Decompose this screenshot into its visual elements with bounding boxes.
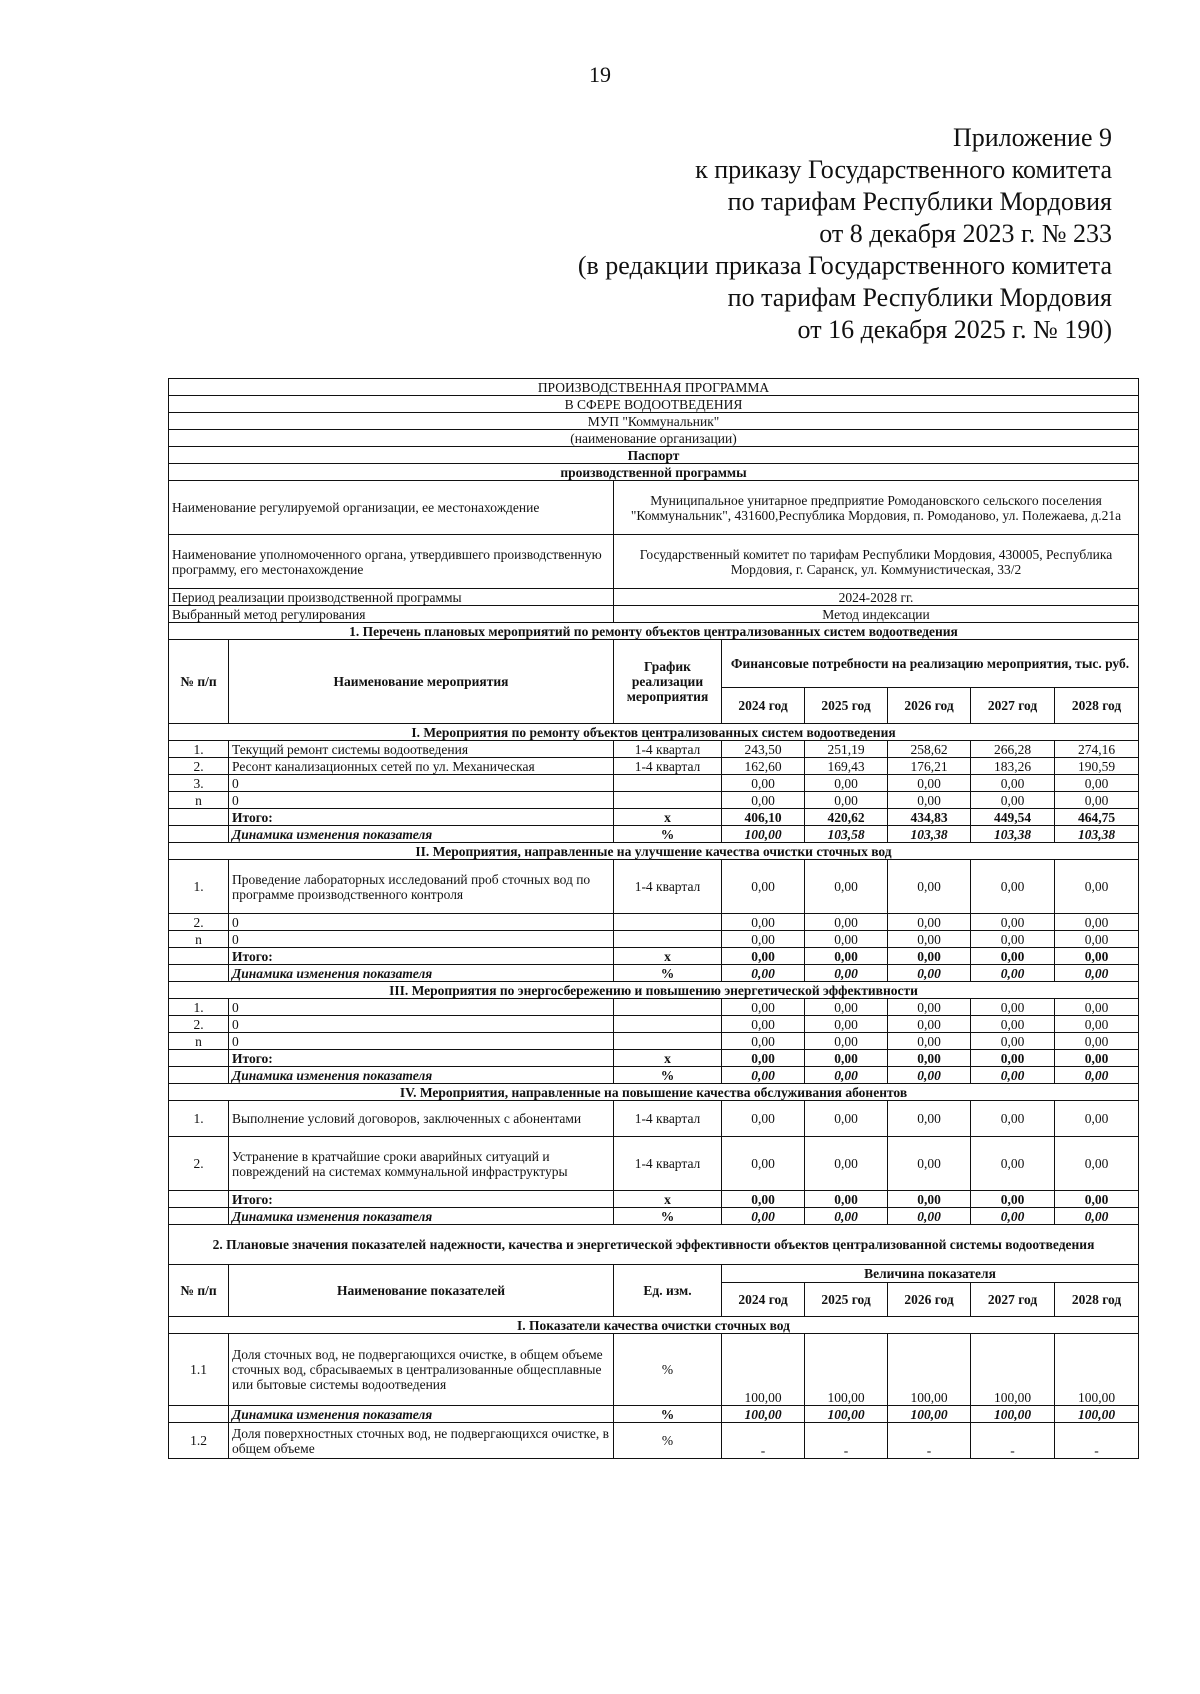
value-cell: 100,00 xyxy=(888,1334,971,1406)
dynamics-cell: 103,38 xyxy=(888,826,971,843)
row-unit: % xyxy=(614,1423,722,1459)
row-schedule: 1-4 квартал xyxy=(614,741,722,758)
row-schedule: 1-4 квартал xyxy=(614,1101,722,1137)
value-cell: 0,00 xyxy=(805,914,888,931)
measure-name: 0 xyxy=(229,999,614,1016)
year-header: 2028 год xyxy=(1055,1283,1139,1317)
value-cell: - xyxy=(805,1423,888,1459)
page-number: 19 xyxy=(589,62,611,87)
row-num: 1.1 xyxy=(169,1334,229,1406)
empty-cell xyxy=(169,965,229,982)
total-cell: 0,00 xyxy=(722,1191,805,1208)
dynamics-cell: 100,00 xyxy=(888,1406,971,1423)
value-cell: 176,21 xyxy=(888,758,971,775)
value-cell: 0,00 xyxy=(1055,914,1139,931)
measure-name: Ресонт канализационных сетей по ул. Механическая xyxy=(229,758,614,775)
total-unit: x xyxy=(614,809,722,826)
year-header: 2024 год xyxy=(722,1283,805,1317)
row-num: 1.2 xyxy=(169,1423,229,1459)
empty-cell xyxy=(169,809,229,826)
col-header-name: Наименование мероприятия xyxy=(229,640,614,724)
measure-name: Устранение в кратчайшие сроки аварийных ситуаций и повреждений на системах коммунальной инфраструктуры xyxy=(229,1137,614,1191)
row-schedule xyxy=(614,1033,722,1050)
empty-cell xyxy=(169,1067,229,1084)
value-cell: 0,00 xyxy=(722,999,805,1016)
value-cell: - xyxy=(971,1423,1055,1459)
table-row xyxy=(169,1016,1139,1033)
passport-value: Метод индексации xyxy=(614,606,1139,623)
measure-name: Выполнение условий договоров, заключенных с абонентами xyxy=(229,1101,614,1137)
value-cell: 0,00 xyxy=(805,775,888,792)
dynamics-label: Динамика изменения показателя xyxy=(229,826,614,843)
value-cell: 0,00 xyxy=(971,775,1055,792)
table-row xyxy=(169,931,1139,948)
table-row xyxy=(169,914,1139,931)
dynamics-cell: 100,00 xyxy=(722,1406,805,1423)
dynamics-cell: 0,00 xyxy=(888,965,971,982)
measure-name: 0 xyxy=(229,1033,614,1050)
total-label: Итого: xyxy=(229,1050,614,1067)
total-label: Итого: xyxy=(229,1191,614,1208)
dynamics-cell: 100,00 xyxy=(722,826,805,843)
value-cell: 0,00 xyxy=(1055,860,1139,914)
total-cell: 0,00 xyxy=(971,1050,1055,1067)
measure-name: Текущий ремонт системы водоотведения xyxy=(229,741,614,758)
row-schedule xyxy=(614,931,722,948)
appendix-header xyxy=(578,122,1112,346)
dynamics-label: Динамика изменения показателя xyxy=(229,1406,614,1423)
table-row xyxy=(169,775,1139,792)
row-num: 1. xyxy=(169,999,229,1016)
total-cell: 406,10 xyxy=(722,809,805,826)
passport-value: Муниципальное унитарное предприятие Ромодановского сельского поселения "Коммунальник", 431600,Республика Мордовия, п. Ромоданово, ул. Полежаева, д.21а xyxy=(614,481,1139,535)
row-schedule xyxy=(614,1016,722,1033)
value-cell: 0,00 xyxy=(971,999,1055,1016)
passport-label: Наименование регулируемой организации, ее местонахождение xyxy=(169,481,614,535)
measure-name: 0 xyxy=(229,792,614,809)
year-header: 2026 год xyxy=(888,688,971,724)
row-num: 1. xyxy=(169,741,229,758)
value-cell: 0,00 xyxy=(1055,792,1139,809)
value-cell: 0,00 xyxy=(805,1033,888,1050)
value-cell: 0,00 xyxy=(722,1016,805,1033)
value-cell: 0,00 xyxy=(722,914,805,931)
section1-groups xyxy=(169,724,1139,1225)
dynamics-cell: 100,00 xyxy=(1055,1406,1139,1423)
table-row xyxy=(169,758,1139,775)
group-title: II. Мероприятия, направленные на улучшение качества очистки сточных вод xyxy=(169,843,1139,860)
col-header-num: № п/п xyxy=(169,1265,229,1317)
col-header-financial: Финансовые потребности на реализацию мероприятия, тыс. руб. xyxy=(722,640,1139,688)
total-unit: x xyxy=(614,1050,722,1067)
col-header-indicator: Наименование показателей xyxy=(229,1265,614,1317)
row-num: 1. xyxy=(169,860,229,914)
value-cell: 0,00 xyxy=(722,1033,805,1050)
row-num: 2. xyxy=(169,914,229,931)
value-cell: 0,00 xyxy=(1055,1101,1139,1137)
value-cell: 183,26 xyxy=(971,758,1055,775)
value-cell: - xyxy=(1055,1423,1139,1459)
total-label: Итого: xyxy=(229,948,614,965)
value-cell: 100,00 xyxy=(805,1334,888,1406)
group-title: I. Мероприятия по ремонту объектов централизованных систем водоотведения xyxy=(169,724,1139,741)
measure-name: 0 xyxy=(229,1016,614,1033)
dynamics-cell: 0,00 xyxy=(805,965,888,982)
appendix-line: к приказу Государственного комитета xyxy=(695,155,1112,184)
value-cell: 266,28 xyxy=(971,741,1055,758)
row-schedule xyxy=(614,792,722,809)
value-cell: 0,00 xyxy=(888,1137,971,1191)
measure-name: 0 xyxy=(229,914,614,931)
dynamics-unit: % xyxy=(614,965,722,982)
value-cell: 100,00 xyxy=(971,1334,1055,1406)
value-cell: 0,00 xyxy=(722,931,805,948)
indicator-name: Доля поверхностных сточных вод, не подвергающихся очистке, в общем объеме xyxy=(229,1423,614,1459)
appendix-line: от 16 декабря 2025 г. № 190) xyxy=(797,315,1112,344)
value-cell: 162,60 xyxy=(722,758,805,775)
value-cell: 0,00 xyxy=(971,1016,1055,1033)
total-cell: 0,00 xyxy=(805,1191,888,1208)
total-cell: 464,75 xyxy=(1055,809,1139,826)
passport-subtitle: производственной программы xyxy=(169,464,1139,481)
dynamics-label: Динамика изменения показателя xyxy=(229,1208,614,1225)
value-cell: 0,00 xyxy=(805,792,888,809)
value-cell: 0,00 xyxy=(888,999,971,1016)
total-cell: 434,83 xyxy=(888,809,971,826)
dynamics-label: Динамика изменения показателя xyxy=(229,1067,614,1084)
value-cell: 0,00 xyxy=(888,931,971,948)
dynamics-cell: 0,00 xyxy=(971,1208,1055,1225)
dynamics-cell: 100,00 xyxy=(805,1406,888,1423)
section2-title: 2. Плановые значения показателей надежности, качества и энергетической эффективности объектов централизованной системы водоотведения xyxy=(169,1225,1139,1265)
value-cell: 0,00 xyxy=(1055,931,1139,948)
dynamics-unit: % xyxy=(614,1208,722,1225)
value-cell: 0,00 xyxy=(971,931,1055,948)
value-cell: 0,00 xyxy=(971,914,1055,931)
value-cell: 0,00 xyxy=(888,792,971,809)
total-cell: 420,62 xyxy=(805,809,888,826)
value-cell: 0,00 xyxy=(1055,999,1139,1016)
value-cell: 0,00 xyxy=(805,1101,888,1137)
value-cell: 100,00 xyxy=(1055,1334,1139,1406)
value-cell: 0,00 xyxy=(1055,1033,1139,1050)
dynamics-cell: 100,00 xyxy=(971,1406,1055,1423)
table-row xyxy=(169,792,1139,809)
passport-label: Выбранный метод регулирования xyxy=(169,606,614,623)
dynamics-cell: 103,38 xyxy=(971,826,1055,843)
empty-cell xyxy=(169,1191,229,1208)
year-header: 2025 год xyxy=(805,1283,888,1317)
table-row xyxy=(169,1101,1139,1137)
total-cell: 0,00 xyxy=(805,1050,888,1067)
dynamics-cell: 103,38 xyxy=(1055,826,1139,843)
dynamics-cell: 0,00 xyxy=(971,1067,1055,1084)
total-cell: 0,00 xyxy=(971,1191,1055,1208)
value-cell: 0,00 xyxy=(888,1016,971,1033)
row-schedule: 1-4 квартал xyxy=(614,860,722,914)
dynamics-cell: 0,00 xyxy=(722,965,805,982)
dynamics-unit: % xyxy=(614,1067,722,1084)
value-cell: 258,62 xyxy=(888,741,971,758)
total-cell: 0,00 xyxy=(1055,1050,1139,1067)
value-cell: 0,00 xyxy=(971,1101,1055,1137)
year-header: 2026 год xyxy=(888,1283,971,1317)
table-row xyxy=(169,860,1139,914)
row-num: n xyxy=(169,1033,229,1050)
value-cell: 0,00 xyxy=(888,860,971,914)
total-cell: 0,00 xyxy=(805,948,888,965)
row-num: 2. xyxy=(169,758,229,775)
value-cell: - xyxy=(888,1423,971,1459)
row-num: 1. xyxy=(169,1101,229,1137)
value-cell: 0,00 xyxy=(722,775,805,792)
row-num: n xyxy=(169,792,229,809)
value-cell: 0,00 xyxy=(888,1033,971,1050)
dynamics-cell: 0,00 xyxy=(888,1067,971,1084)
section2-group-title: I. Показатели качества очистки сточных вод xyxy=(169,1317,1139,1334)
organization-name: МУП "Коммунальник" xyxy=(169,413,1139,430)
value-cell: 0,00 xyxy=(722,1101,805,1137)
value-cell: 0,00 xyxy=(1055,1137,1139,1191)
col-header-value: Величина показателя xyxy=(722,1265,1139,1283)
passport-value: Государственный комитет по тарифам Республики Мордовия, 430005, Республика Мордовия, г. Саранск, ул. Коммунистическая, 33/2 xyxy=(614,535,1139,589)
total-cell: 0,00 xyxy=(722,948,805,965)
production-program-table xyxy=(168,378,1139,1459)
value-cell: 0,00 xyxy=(805,860,888,914)
dynamics-label: Динамика изменения показателя xyxy=(229,965,614,982)
total-cell: 0,00 xyxy=(1055,1191,1139,1208)
value-cell: 0,00 xyxy=(1055,1016,1139,1033)
table-row xyxy=(169,1137,1139,1191)
measure-name: 0 xyxy=(229,931,614,948)
col-header-unit: Ед. изм. xyxy=(614,1265,722,1317)
value-cell: 0,00 xyxy=(971,860,1055,914)
table-row xyxy=(169,999,1139,1016)
year-header: 2025 год xyxy=(805,688,888,724)
empty-cell xyxy=(169,948,229,965)
col-header-num: № п/п xyxy=(169,640,229,724)
row-num: n xyxy=(169,931,229,948)
value-cell: 0,00 xyxy=(805,1016,888,1033)
empty-cell xyxy=(169,826,229,843)
value-cell: 0,00 xyxy=(971,1137,1055,1191)
row-schedule xyxy=(614,999,722,1016)
total-unit: x xyxy=(614,1191,722,1208)
dynamics-unit: % xyxy=(614,826,722,843)
total-unit: x xyxy=(614,948,722,965)
row-num: 3. xyxy=(169,775,229,792)
total-cell: 449,54 xyxy=(971,809,1055,826)
total-cell: 0,00 xyxy=(1055,948,1139,965)
passport-value: 2024-2028 гг. xyxy=(614,589,1139,606)
dynamics-cell: 0,00 xyxy=(971,965,1055,982)
dynamics-cell: 0,00 xyxy=(805,1208,888,1225)
group-title: IV. Мероприятия, направленные на повышение качества обслуживания абонентов xyxy=(169,1084,1139,1101)
value-cell: 0,00 xyxy=(805,1137,888,1191)
value-cell: 169,43 xyxy=(805,758,888,775)
group-title: III. Мероприятия по энергосбережению и повышению энергетической эффективности xyxy=(169,982,1139,999)
appendix-line: (в редакции приказа Государственного комитета xyxy=(577,251,1112,280)
appendix-line: по тарифам Республики Мордовия xyxy=(727,187,1112,216)
appendix-line: Приложение 9 xyxy=(952,123,1112,152)
col-header-schedule: График реализации мероприятия xyxy=(614,640,722,724)
row-num: 2. xyxy=(169,1137,229,1191)
total-label: Итого: xyxy=(229,809,614,826)
value-cell: 243,50 xyxy=(722,741,805,758)
row-unit: % xyxy=(614,1334,722,1406)
empty-cell xyxy=(169,1050,229,1067)
passport-label: Наименование уполномоченного органа, утвердившего производственную программу, его местонахождение xyxy=(169,535,614,589)
value-cell: - xyxy=(722,1423,805,1459)
value-cell: 0,00 xyxy=(971,1033,1055,1050)
program-subtitle: В СФЕРЕ ВОДООТВЕДЕНИЯ xyxy=(169,396,1139,413)
value-cell: 0,00 xyxy=(722,792,805,809)
row-schedule xyxy=(614,914,722,931)
dynamics-cell: 0,00 xyxy=(1055,1208,1139,1225)
year-header: 2028 год xyxy=(1055,688,1139,724)
value-cell: 190,59 xyxy=(1055,758,1139,775)
value-cell: 0,00 xyxy=(805,999,888,1016)
value-cell: 251,19 xyxy=(805,741,888,758)
value-cell: 0,00 xyxy=(888,1101,971,1137)
row-schedule: 1-4 квартал xyxy=(614,1137,722,1191)
row-schedule xyxy=(614,775,722,792)
value-cell: 0,00 xyxy=(1055,775,1139,792)
dynamics-cell: 0,00 xyxy=(722,1208,805,1225)
year-header: 2024 год xyxy=(722,688,805,724)
value-cell: 0,00 xyxy=(722,860,805,914)
indicator-name: Доля сточных вод, не подвергающихся очистке, в общем объеме сточных вод, сбрасываемых в централизованные общесплавные или бытовые системы водоотведения xyxy=(229,1334,614,1406)
table-row xyxy=(169,741,1139,758)
value-cell: 0,00 xyxy=(888,914,971,931)
total-cell: 0,00 xyxy=(971,948,1055,965)
total-cell: 0,00 xyxy=(888,948,971,965)
row-unit: % xyxy=(614,1406,722,1423)
dynamics-cell: 0,00 xyxy=(722,1067,805,1084)
passport-title: Паспорт xyxy=(169,447,1139,464)
appendix-line: от 8 декабря 2023 г. № 233 xyxy=(819,219,1112,248)
value-cell: 0,00 xyxy=(722,1137,805,1191)
dynamics-cell: 0,00 xyxy=(1055,965,1139,982)
value-cell: 100,00 xyxy=(722,1334,805,1406)
dynamics-cell: 0,00 xyxy=(1055,1067,1139,1084)
section1-title: 1. Перечень плановых мероприятий по ремонту объектов централизованных систем водоотведения xyxy=(169,623,1139,640)
appendix-line: по тарифам Республики Мордовия xyxy=(727,283,1112,312)
table-row xyxy=(169,1033,1139,1050)
total-cell: 0,00 xyxy=(722,1050,805,1067)
passport-label: Период реализации производственной программы xyxy=(169,589,614,606)
value-cell: 0,00 xyxy=(888,775,971,792)
total-cell: 0,00 xyxy=(888,1050,971,1067)
value-cell: 0,00 xyxy=(971,792,1055,809)
measure-name: Проведение лабораторных исследований проб сточных вод по программе производственного контроля xyxy=(229,860,614,914)
value-cell: 274,16 xyxy=(1055,741,1139,758)
row-schedule: 1-4 квартал xyxy=(614,758,722,775)
value-cell: 0,00 xyxy=(805,931,888,948)
organization-note: (наименование организации) xyxy=(169,430,1139,447)
dynamics-cell: 0,00 xyxy=(805,1067,888,1084)
row-num: 2. xyxy=(169,1016,229,1033)
measure-name: 0 xyxy=(229,775,614,792)
dynamics-cell: 0,00 xyxy=(888,1208,971,1225)
year-header: 2027 год xyxy=(971,1283,1055,1317)
total-cell: 0,00 xyxy=(888,1191,971,1208)
year-header: 2027 год xyxy=(971,688,1055,724)
program-title: ПРОИЗВОДСТВЕННАЯ ПРОГРАММА xyxy=(169,379,1139,396)
empty-cell xyxy=(169,1208,229,1225)
dynamics-cell: 103,58 xyxy=(805,826,888,843)
